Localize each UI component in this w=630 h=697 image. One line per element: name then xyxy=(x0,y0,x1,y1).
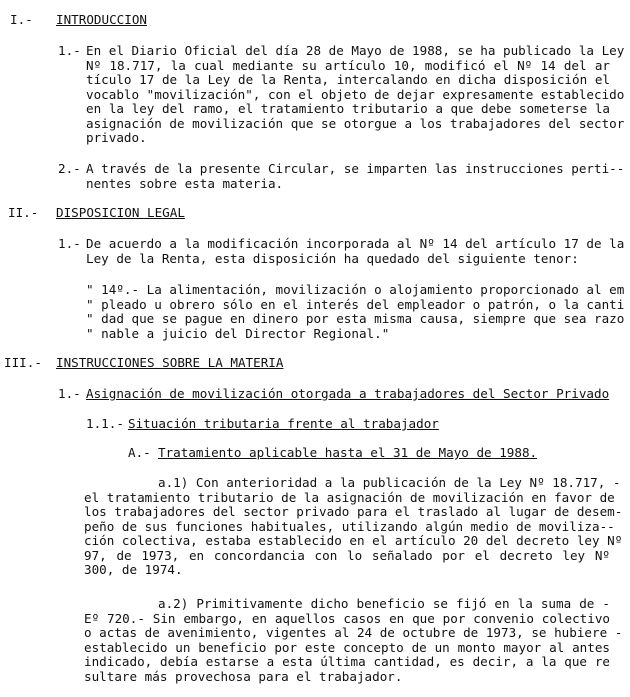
paragraph-line: o actas de avenimiento, vigentes al 24 de octubre de 1973, se hubiere - xyxy=(84,625,623,640)
paragraph-line: 300, de 1974. xyxy=(84,562,183,577)
paragraph-line: tículo 17 de la Ley de la Renta, intercalando en dicha disposición el xyxy=(86,72,610,87)
legal-quote-line: " dad que se pague en dinero por esta misma causa, siempre que sea razo xyxy=(86,311,625,326)
letter-heading: Tratamiento aplicable hasta el 31 de Mayo de 1988. xyxy=(158,445,538,460)
section-numeral: I.- xyxy=(10,12,33,27)
letter-number: A.- xyxy=(128,445,151,460)
paragraph-line: a.2) Primitivamente dicho beneficio se fijó en la suma de - xyxy=(158,596,610,611)
section-numeral: III.- xyxy=(4,355,42,370)
paragraph-line: indicado, debía estarse a esta última cantidad, es decir, a la que re xyxy=(84,654,610,669)
section-numeral: II.- xyxy=(8,205,39,220)
subsubsection-heading: Situación tributaria frente al trabajador xyxy=(128,416,439,431)
paragraph-line: A través de la presente Circular, se imparten las instrucciones perti-- xyxy=(86,161,625,176)
item-number: 1.- xyxy=(58,43,81,58)
paragraph-line: En el Diario Oficial del día 28 de Mayo de 1988, se ha publicado la Ley xyxy=(86,43,625,58)
paragraph-line: peño de sus funciones habituales, utilizando algún medio de moviliza-- xyxy=(84,518,615,534)
paragraph-line: sultare más provechosa para el trabajador. xyxy=(84,668,403,684)
paragraph-line: asignación de movilización que se otorgue a los trabajadores del sector xyxy=(86,115,625,131)
legal-quote-line: " pleado u obrero sólo en el interés del empleador o patrón, o la canti xyxy=(86,296,625,312)
paragraph-line: en la ley del ramo, el tratamiento tributario a que debe someterse la xyxy=(86,101,610,116)
paragraph-line: Nº 18.717, la cual mediante su artículo 10, modificó el Nº 14 del ar xyxy=(86,57,610,73)
paragraph-line: a.1) Con anterioridad a la publicación de la Ley Nº 18.717, - xyxy=(158,475,621,490)
subsection-number: 1.- xyxy=(58,386,81,401)
paragraph-line: establecido un beneficio por este concepto de un monto mayor al antes xyxy=(84,639,610,655)
section-heading: INSTRUCCIONES SOBRE LA MATERIA xyxy=(56,355,284,370)
paragraph-line: ción colectiva, estaba establecido en el artículo 20 del decreto ley Nº xyxy=(84,533,623,548)
paragraph-line: De acuerdo a la modificación incorporada al Nº 14 del artículo 17 de la xyxy=(86,236,625,251)
paragraph-line: los trabajadores del sector privado para el traslado al lugar de desem- xyxy=(84,504,623,519)
subsubsection-number: 1.1.- xyxy=(86,416,124,431)
paragraph-line: nentes sobre esta materia. xyxy=(86,175,284,191)
legal-quote-line: " nable a juicio del Director Regional." xyxy=(86,325,390,341)
paragraph-line: vocablo "movilización", con el objeto de dejar expresamente establecido xyxy=(86,86,625,102)
paragraph-line: 97, de 1973, en concordancia con lo señalado por el decreto ley Nº xyxy=(84,547,610,563)
item-number: 1.- xyxy=(58,236,81,251)
paragraph-line: el tratamiento tributario de la asignación de movilización en favor de xyxy=(84,489,615,505)
section-heading: INTRODUCCION xyxy=(56,12,147,27)
item-number: 2.- xyxy=(58,161,81,176)
paragraph-line: Eº 720.- Sin embargo, en aquellos casos en que por convenio colectivo xyxy=(84,610,610,626)
paragraph-line: Ley de la Renta, esta disposición ha quedado del siguiente tenor: xyxy=(86,250,579,266)
section-heading: DISPOSICION LEGAL xyxy=(56,205,185,220)
subsection-heading: Asignación de movilización otorgada a trabajadores del Sector Privado xyxy=(86,386,610,401)
paragraph-line: privado. xyxy=(86,130,147,145)
legal-quote-line: " 14º.- La alimentación, movilización o alojamiento proporcionado al em xyxy=(86,282,625,297)
